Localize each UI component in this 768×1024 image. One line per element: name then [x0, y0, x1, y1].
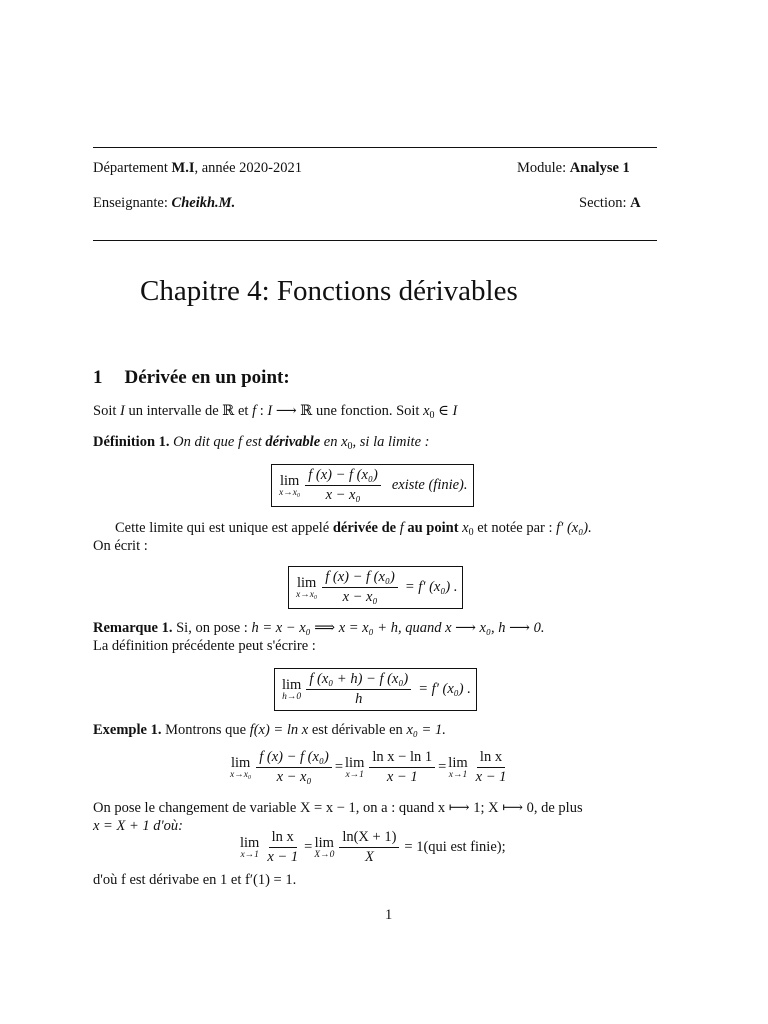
remark-line-2: La définition précédente peut s'écrire :	[93, 638, 316, 654]
change-variable-line-2: x = X + 1 d'où:	[93, 818, 183, 834]
module-line: Module: Analyse 1	[517, 160, 630, 176]
teacher-name: Cheikh.M.	[171, 195, 236, 211]
conclusion-line: d'où f est dérivabe en 1 et f′(1) = 1.	[93, 872, 297, 888]
section-line: Section: A	[579, 195, 641, 211]
limit: lim h→0	[282, 676, 302, 702]
paragraph-derivee: Cette limite qui est unique est appelé dérivée de f au point $x_0$ et notée par : f′ (x₀).	[115, 520, 592, 538]
limit: lim x→x₀	[296, 574, 318, 600]
definition-label: Définition 1.	[93, 434, 170, 450]
fraction: $\frac{\text{f (x) − f (x₀)}}{\text{x − x₀}}$	[305, 468, 381, 503]
change-variable-line: On pose le changement de variable X = x − 1, on a : quand x ⟼ 1; X ⟼ 0, de plus	[93, 800, 583, 816]
change-variable-formula: lim x→1 $\frac{\text{ln x}}{x - 1}$ = lim X→0 $\frac{\ln(X + 1)}{X}$ = 1(qui est finie);	[240, 829, 506, 865]
example-line: Exemple 1. Montrons que f(x) = ln x est dérivable en x₀ = 1.	[93, 722, 446, 738]
teacher-line: Enseignante: Cheikh.M.	[93, 195, 236, 211]
page-number: 1	[385, 907, 393, 923]
department-name: M.I	[171, 160, 195, 176]
fraction: $\frac{\text{f (x₀ + h) − f (x₀)}}{h}$	[306, 672, 411, 707]
header-top-rule	[93, 147, 657, 148]
remark-line: Remarque 1. Si, on pose : h = x − x₀ ⟹ x = x₀ + h, quand x ⟶ x₀, h ⟶ 0.	[93, 620, 545, 636]
limit: lim x→x₀	[279, 472, 301, 498]
intro-line: Soit I un intervalle de ℝ et f : I ⟶ ℝ une fonction. Soit $x_0$ ∈ I	[93, 403, 458, 421]
page-title: Chapitre 4: Fonctions dérivables	[140, 275, 518, 307]
paragraph-on-ecrit: On écrit :	[93, 538, 148, 554]
derivative-formula-box: lim x→x₀ $\frac{\text{f (x) − f (x₀)}}{\text{x − x₀}}$ = f′ (x₀) .	[288, 566, 463, 609]
definition-formula-box: lim x→x₀ $\frac{\text{f (x) − f (x₀)}}{\text{x − x₀}}$ existe (finie).	[271, 464, 474, 507]
section-value: A	[630, 195, 641, 211]
remark-label: Remarque 1.	[93, 620, 173, 636]
example-label: Exemple 1.	[93, 722, 162, 738]
h-formula-box: lim h→0 $\frac{\text{f (x₀ + h) − f (x₀)}}{h}$ = f′ (x₀) .	[274, 668, 477, 711]
section-heading: 1 Dérivée en un point:	[93, 367, 290, 388]
header-bottom-rule	[93, 240, 657, 241]
example-formula: lim x→x₀ $\frac{\text{f (x) − f (x₀)}}{\text{x − x₀}}$ = lim x→1 $\frac{\text{ln x − ln 1}}{x - 1}$ = lim x→1 $\frac{\text{ln x}}{x - 1}$	[230, 749, 507, 785]
module-value: Analyse 1	[569, 160, 630, 176]
fraction: $\frac{\text{f (x) − f (x₀)}}{\text{x − x₀}}$	[322, 570, 398, 605]
definition-line: Définition 1. On dit que f est dérivable en $x_0$, si la limite :	[93, 434, 430, 452]
department-line: Département M.I, année 2020-2021	[93, 160, 302, 176]
